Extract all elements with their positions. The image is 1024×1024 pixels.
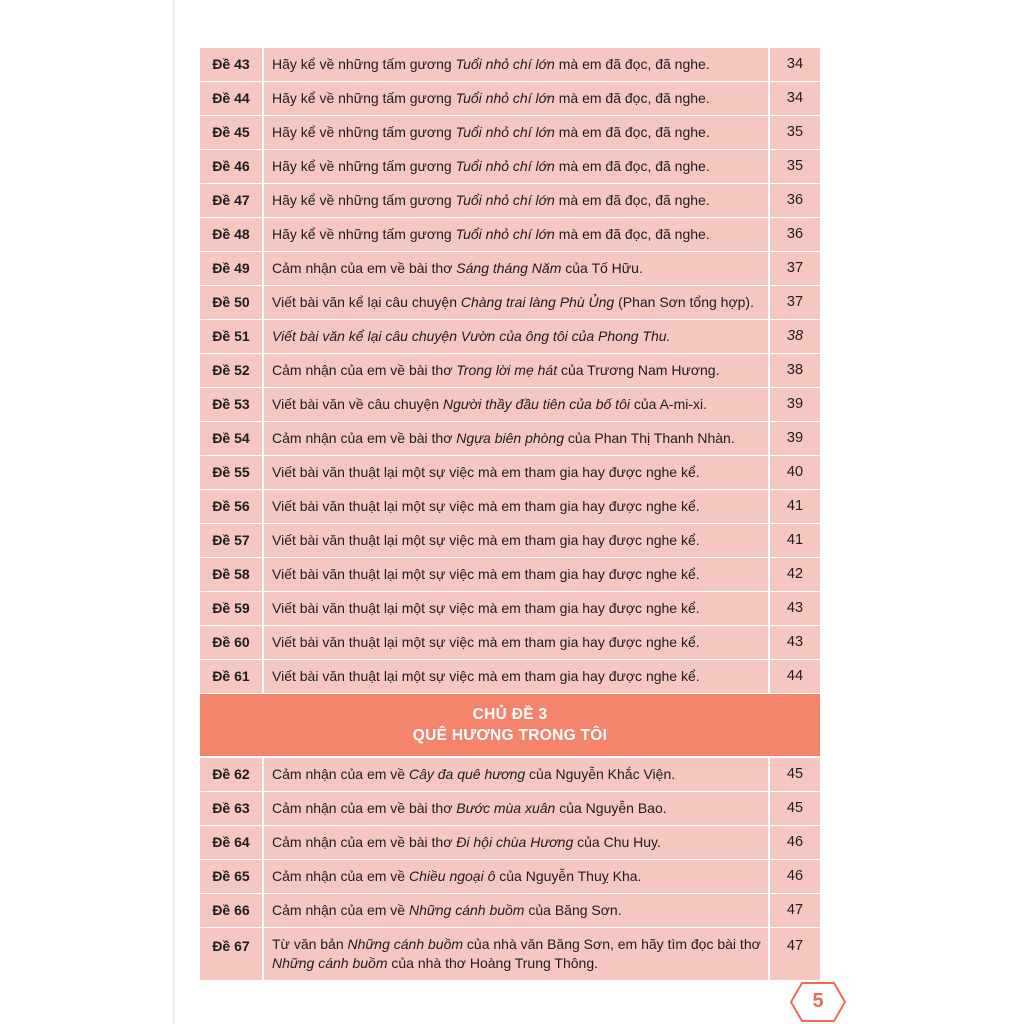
toc-entry-text: Cảm nhận của em về bài thơ (272, 430, 457, 446)
toc-entry-title-cell (264, 218, 768, 251)
toc-entry-text: Viết bài văn thuật lại một sự việc mà em tham gia hay được nghe kể. (272, 464, 700, 480)
toc-row (200, 150, 820, 183)
toc-entry-text: của A-mi-xi. (629, 396, 707, 412)
toc-entry-title-cell (264, 524, 768, 557)
toc-entry-title (272, 497, 700, 516)
page-spine-edge (173, 0, 175, 1024)
toc-row (200, 524, 820, 557)
toc-entry-text: Cảm nhận của em về (272, 902, 409, 918)
toc-entry-page: 41 (770, 524, 820, 557)
toc-entry-title-cell (264, 826, 768, 859)
toc-entry-title (272, 123, 710, 142)
page-number-badge (788, 980, 848, 1024)
toc-entry-text: Từ văn bản (272, 936, 348, 952)
toc-entry-title-cell (264, 860, 768, 893)
toc-entry-text: Cảm nhận của em về bài thơ (272, 362, 457, 378)
toc-entry-number: Đề 44 (200, 82, 262, 115)
toc-entry-page: 43 (770, 626, 820, 659)
toc-entry-number: Đề 46 (200, 150, 262, 183)
section-header-title: QUÊ HƯƠNG TRONG TÔI (412, 727, 608, 744)
toc-entry-page: 39 (770, 388, 820, 421)
toc-entry-work-title: Người thầy đầu tiên của bố tôi (442, 396, 630, 412)
toc-entry-work-title: Chàng trai làng Phù Ủng (460, 294, 615, 310)
toc-entry-work-title: Tuổi nhỏ chí lớn (455, 56, 555, 72)
toc-entry-page: 38 (770, 354, 820, 387)
toc-row (200, 490, 820, 523)
toc-entry-title-cell (264, 82, 768, 115)
toc-entry-number: Đề 43 (200, 48, 262, 81)
toc-entry-text: Hãy kể về những tấm gương (272, 124, 456, 140)
toc-entry-title-cell (264, 894, 768, 927)
toc-entry-text: của Nguyễn Bao. (555, 800, 667, 816)
toc-entry-text: của Nguyễn Thuỵ Kha. (495, 868, 642, 884)
toc-entry-title-cell (264, 592, 768, 625)
toc-entry-number: Đề 63 (200, 792, 262, 825)
toc-entry-work-title: Bước mùa xuân (456, 800, 556, 816)
toc-entry-title (272, 395, 707, 414)
toc-entry-number: Đề 52 (200, 354, 262, 387)
toc-entry-work-title: Chiều ngoại ô (408, 868, 496, 884)
toc-entry-work-title: Viết bài văn kể lại câu chuyện Vườn của ông tôi của Phong Thu. (272, 328, 671, 344)
toc-entry-work-title: Trong lời mẹ hát (456, 362, 558, 378)
toc-entry-title (272, 867, 641, 886)
toc-entry-text: Cảm nhận của em về bài thơ (272, 834, 457, 850)
toc-row (200, 48, 820, 81)
toc-entry-title (272, 765, 675, 784)
section-header-number: CHỦ ĐỀ 3 (472, 706, 548, 723)
toc-entry-title (272, 633, 700, 652)
toc-entry-title-cell (264, 558, 768, 591)
toc-entry-title-cell (264, 184, 768, 217)
toc-entry-work-title: Tuổi nhỏ chí lớn (455, 192, 555, 208)
toc-entry-page: 37 (770, 286, 820, 319)
toc-entry-page: 44 (770, 660, 820, 693)
toc-entry-title (272, 259, 643, 278)
toc-entry-work-title: Tuổi nhỏ chí lớn (455, 124, 555, 140)
toc-entry-page: 35 (770, 116, 820, 149)
toc-entry-text: của nhà thơ Hoàng Trung Thông. (387, 955, 599, 971)
toc-entry-text: Viết bài văn thuật lại một sự việc mà em tham gia hay được nghe kể. (272, 566, 700, 582)
toc-row (200, 660, 820, 693)
table-of-contents (200, 48, 820, 981)
toc-entry-work-title: Những cánh buồm (408, 902, 525, 918)
toc-row (200, 320, 820, 353)
toc-entry-text: của Phan Thị Thanh Nhàn. (564, 430, 735, 446)
toc-entry-title (272, 361, 719, 380)
toc-entry-number: Đề 47 (200, 184, 262, 217)
toc-entry-number: Đề 48 (200, 218, 262, 251)
toc-entry-number: Đề 65 (200, 860, 262, 893)
toc-entry-page: 34 (770, 48, 820, 81)
toc-entry-page: 35 (770, 150, 820, 183)
toc-entry-page: 37 (770, 252, 820, 285)
toc-entry-title (272, 531, 700, 550)
toc-entry-page: 45 (770, 792, 820, 825)
toc-entry-text: Cảm nhận của em về bài thơ (272, 800, 457, 816)
toc-entry-number: Đề 57 (200, 524, 262, 557)
toc-entry-text: Hãy kể về những tấm gương (272, 90, 456, 106)
toc-entry-text: Viết bài văn thuật lại một sự việc mà em tham gia hay được nghe kể. (272, 668, 700, 684)
toc-entry-number: Đề 56 (200, 490, 262, 523)
toc-group-topic-3 (200, 758, 820, 980)
toc-entry-number: Đề 51 (200, 320, 262, 353)
toc-entry-work-title: Ngựa biên phòng (456, 430, 565, 446)
toc-row (200, 252, 820, 285)
toc-entry-number: Đề 61 (200, 660, 262, 693)
toc-entry-number: Đề 66 (200, 894, 262, 927)
toc-entry-title-cell (264, 490, 768, 523)
toc-entry-text: của Băng Sơn. (524, 902, 622, 918)
toc-entry-title (272, 327, 670, 346)
toc-entry-work-title: Những cánh buồm (272, 955, 388, 971)
toc-row (200, 626, 820, 659)
toc-entry-title-cell (264, 252, 768, 285)
toc-entry-title-cell (264, 320, 768, 353)
toc-entry-title (272, 89, 710, 108)
toc-row (200, 456, 820, 489)
toc-row (200, 388, 820, 421)
toc-entry-text: Hãy kể về những tấm gương (272, 192, 456, 208)
toc-entry-title-cell (264, 928, 768, 980)
toc-entry-page: 40 (770, 456, 820, 489)
toc-entry-title-cell (264, 456, 768, 489)
toc-entry-title-cell (264, 388, 768, 421)
toc-entry-text: mà em đã đọc, đã nghe. (554, 226, 710, 242)
toc-entry-number: Đề 67 (200, 928, 262, 980)
toc-entry-text: Hãy kể về những tấm gương (272, 226, 456, 242)
toc-entry-text: Cảm nhận của em về (272, 766, 409, 782)
toc-row (200, 218, 820, 251)
toc-entry-text: của Nguyễn Khắc Viện. (525, 766, 676, 782)
toc-entry-title-cell (264, 286, 768, 319)
toc-entry-title (272, 901, 622, 920)
toc-row (200, 116, 820, 149)
toc-row (200, 354, 820, 387)
toc-entry-page: 45 (770, 758, 820, 791)
toc-entry-text: Viết bài văn kể lại câu chuyện (272, 294, 461, 310)
toc-entry-work-title: Tuổi nhỏ chí lớn (455, 158, 555, 174)
toc-entry-title (272, 429, 735, 448)
toc-entry-text: của Trương Nam Hương. (557, 362, 720, 378)
toc-entry-text: (Phan Sơn tổng hợp). (614, 294, 754, 310)
toc-entry-page: 38 (770, 320, 820, 353)
toc-entry-page: 39 (770, 422, 820, 455)
toc-entry-page: 36 (770, 184, 820, 217)
toc-row (200, 860, 820, 893)
toc-entry-title (272, 599, 700, 618)
toc-entry-title-cell (264, 354, 768, 387)
toc-row (200, 758, 820, 791)
toc-entry-number: Đề 62 (200, 758, 262, 791)
toc-row (200, 558, 820, 591)
toc-entry-title-cell (264, 48, 768, 81)
toc-entry-number: Đề 49 (200, 252, 262, 285)
toc-entry-number: Đề 55 (200, 456, 262, 489)
toc-entry-number: Đề 59 (200, 592, 262, 625)
toc-entry-title (272, 191, 710, 210)
toc-entry-page: 41 (770, 490, 820, 523)
toc-entry-work-title: Sáng tháng Năm (456, 260, 562, 276)
toc-entry-title-cell (264, 792, 768, 825)
toc-entry-title (272, 935, 768, 973)
toc-entry-number: Đề 64 (200, 826, 262, 859)
toc-entry-title (272, 55, 710, 74)
toc-entry-number: Đề 58 (200, 558, 262, 591)
toc-entry-text: Cảm nhận của em về bài thơ (272, 260, 457, 276)
toc-group-topic-2 (200, 48, 820, 693)
section-header (200, 694, 820, 756)
toc-entry-title (272, 667, 700, 686)
toc-entry-text: Viết bài văn thuật lại một sự việc mà em tham gia hay được nghe kể. (272, 498, 700, 514)
toc-entry-text: Cảm nhận của em về (272, 868, 409, 884)
toc-entry-text: mà em đã đọc, đã nghe. (554, 124, 710, 140)
toc-entry-page: 34 (770, 82, 820, 115)
toc-entry-text: mà em đã đọc, đã nghe. (554, 90, 710, 106)
toc-entry-title-cell (264, 626, 768, 659)
toc-entry-page: 46 (770, 860, 820, 893)
toc-entry-page: 43 (770, 592, 820, 625)
toc-entry-number: Đề 53 (200, 388, 262, 421)
toc-row (200, 422, 820, 455)
toc-entry-title (272, 565, 700, 584)
toc-entry-title (272, 225, 710, 244)
toc-entry-page: 46 (770, 826, 820, 859)
toc-entry-title (272, 293, 754, 312)
toc-entry-text: Viết bài văn thuật lại một sự việc mà em tham gia hay được nghe kể. (272, 532, 700, 548)
toc-entry-number: Đề 45 (200, 116, 262, 149)
toc-entry-text: mà em đã đọc, đã nghe. (554, 158, 710, 174)
toc-entry-title (272, 157, 710, 176)
toc-entry-title-cell (264, 150, 768, 183)
toc-entry-text: Viết bài văn thuật lại một sự việc mà em tham gia hay được nghe kể. (272, 634, 700, 650)
toc-entry-text: mà em đã đọc, đã nghe. (554, 192, 710, 208)
toc-entry-text: của Tố Hữu. (561, 260, 643, 276)
toc-entry-text: của Chu Huy. (573, 834, 661, 850)
toc-entry-title-cell (264, 660, 768, 693)
toc-entry-work-title: Tuổi nhỏ chí lớn (455, 226, 555, 242)
toc-entry-text: mà em đã đọc, đã nghe. (554, 56, 710, 72)
page-number: 5 (812, 990, 824, 1012)
toc-entry-text: Hãy kể về những tấm gương (272, 56, 456, 72)
toc-entry-page: 42 (770, 558, 820, 591)
toc-entry-text: Viết bài văn về câu chuyện (272, 396, 443, 412)
toc-entry-title (272, 463, 700, 482)
toc-entry-title (272, 833, 661, 852)
toc-entry-page: 47 (770, 928, 820, 980)
toc-entry-number: Đề 50 (200, 286, 262, 319)
toc-entry-number: Đề 54 (200, 422, 262, 455)
toc-row (200, 184, 820, 217)
toc-entry-page: 47 (770, 894, 820, 927)
toc-entry-page: 36 (770, 218, 820, 251)
toc-entry-work-title: Đi hội chùa Hương (456, 834, 574, 850)
toc-entry-number: Đề 60 (200, 626, 262, 659)
toc-row (200, 592, 820, 625)
toc-entry-title (272, 799, 667, 818)
toc-entry-text: Viết bài văn thuật lại một sự việc mà em tham gia hay được nghe kể. (272, 600, 700, 616)
toc-row (200, 286, 820, 319)
toc-row (200, 82, 820, 115)
toc-entry-work-title: Những cánh buồm (347, 936, 464, 952)
toc-entry-title-cell (264, 758, 768, 791)
toc-row (200, 826, 820, 859)
toc-entry-text: Hãy kể về những tấm gương (272, 158, 456, 174)
toc-row (200, 928, 820, 980)
toc-entry-title-cell (264, 422, 768, 455)
toc-entry-text: của nhà văn Băng Sơn, em hãy tìm đọc bài thơ (463, 936, 761, 952)
toc-entry-title-cell (264, 116, 768, 149)
toc-entry-work-title: Tuổi nhỏ chí lớn (455, 90, 555, 106)
toc-row (200, 792, 820, 825)
toc-entry-work-title: Cây đa quê hương (408, 766, 526, 782)
toc-row (200, 894, 820, 927)
